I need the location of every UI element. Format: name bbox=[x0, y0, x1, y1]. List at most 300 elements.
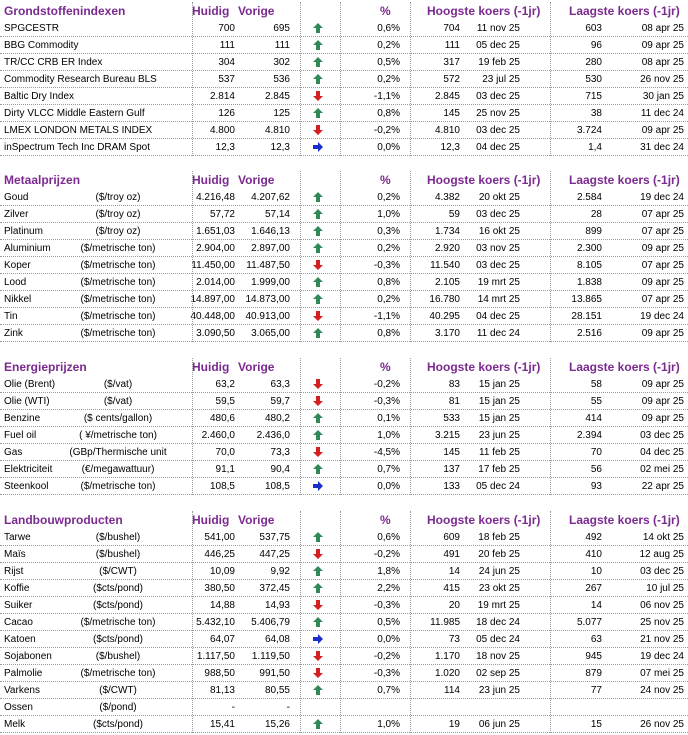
value-current: 4.216,48 bbox=[196, 192, 235, 203]
column-divider bbox=[550, 511, 551, 733]
table-row bbox=[0, 546, 688, 563]
section-grondstoffenindexen bbox=[0, 2, 688, 156]
row-name: Melk bbox=[4, 719, 26, 730]
date-year-low: 09 apr 25 bbox=[641, 413, 684, 424]
arrow-down-icon bbox=[310, 308, 326, 325]
value-year-high: 415 bbox=[443, 583, 460, 594]
row-unit: ($cts/pond) bbox=[92, 600, 144, 611]
value-current: 59,5 bbox=[215, 396, 235, 407]
section-title: Energieprijzen bbox=[4, 360, 87, 374]
column-header-low: Laagste koers (-1jr) bbox=[569, 4, 680, 18]
date-year-high: 04 dec 25 bbox=[476, 311, 520, 322]
value-pct-change: 1,0% bbox=[377, 719, 400, 730]
value-year-low: 77 bbox=[590, 685, 602, 696]
row-name: Olie (Brent) bbox=[4, 379, 56, 390]
value-year-high: 114 bbox=[444, 685, 460, 696]
row-unit: (€/megawattuur) bbox=[81, 464, 155, 475]
table-row bbox=[0, 206, 688, 223]
value-year-high: 609 bbox=[443, 532, 460, 543]
value-current: 700 bbox=[218, 23, 235, 34]
table-row bbox=[0, 427, 688, 444]
date-year-low: 03 dec 25 bbox=[640, 430, 684, 441]
row-name: Tin bbox=[4, 311, 18, 322]
value-year-low: 56 bbox=[590, 464, 602, 475]
date-year-high: 15 jan 25 bbox=[478, 413, 520, 424]
row-unit: ($/vat) bbox=[103, 379, 133, 390]
value-year-low: 879 bbox=[585, 668, 602, 679]
value-year-high: 2.920 bbox=[434, 243, 460, 254]
value-current: 126 bbox=[218, 108, 235, 119]
table-row bbox=[0, 699, 688, 716]
arrow-up-icon bbox=[310, 716, 326, 733]
column-divider bbox=[410, 358, 411, 495]
value-year-low: 2.584 bbox=[576, 192, 602, 203]
row-name: Platinum bbox=[4, 226, 43, 237]
row-unit: ($/metrische ton) bbox=[80, 294, 156, 305]
value-previous: 4.207,62 bbox=[251, 192, 290, 203]
date-year-high: 05 dec 25 bbox=[476, 40, 520, 51]
column-divider bbox=[550, 171, 551, 342]
table-row bbox=[0, 223, 688, 240]
table-row bbox=[0, 139, 688, 156]
value-year-high: 1.020 bbox=[434, 668, 460, 679]
date-year-low: 21 nov 25 bbox=[640, 634, 684, 645]
value-pct-change: -0,3% bbox=[373, 600, 400, 611]
table-row bbox=[0, 478, 688, 495]
arrow-up-icon bbox=[310, 461, 326, 478]
arrow-up-icon bbox=[310, 529, 326, 546]
value-year-low: 2.394 bbox=[576, 430, 602, 441]
row-name: inSpectrum Tech Inc DRAM Spot bbox=[4, 142, 150, 153]
row-name: Rijst bbox=[4, 566, 24, 577]
arrow-down-icon bbox=[310, 597, 326, 614]
value-year-low: 96 bbox=[590, 40, 602, 51]
arrow-up-icon bbox=[310, 105, 326, 122]
section-metaalprijzen bbox=[0, 171, 688, 342]
value-year-high: 3.215 bbox=[434, 430, 460, 441]
value-current: 2.904,00 bbox=[196, 243, 235, 254]
row-unit: ($/bushel) bbox=[95, 651, 141, 662]
value-pct-change: 0,0% bbox=[377, 634, 400, 645]
value-previous: 1.119,50 bbox=[251, 651, 290, 662]
date-year-high: 18 dec 24 bbox=[476, 617, 520, 628]
value-year-high: 73 bbox=[448, 634, 460, 645]
column-header-pct: % bbox=[380, 173, 391, 187]
table-row bbox=[0, 88, 688, 105]
value-pct-change: 0,6% bbox=[377, 532, 400, 543]
value-pct-change: 0,2% bbox=[377, 192, 400, 203]
value-year-low: 28.151 bbox=[571, 311, 602, 322]
arrow-right-icon bbox=[310, 699, 326, 716]
value-current: 3.090,50 bbox=[196, 328, 235, 339]
arrow-up-icon bbox=[310, 410, 326, 427]
value-year-high: 81 bbox=[448, 396, 460, 407]
date-year-high: 23 jun 25 bbox=[478, 430, 520, 441]
section-title: Landbouwproducten bbox=[4, 513, 123, 527]
date-year-low: 08 apr 25 bbox=[641, 23, 684, 34]
value-current: 10,09 bbox=[209, 566, 235, 577]
date-year-low: 09 apr 25 bbox=[641, 243, 684, 254]
value-year-low: 492 bbox=[585, 532, 602, 543]
column-header-low: Laagste koers (-1jr) bbox=[569, 360, 680, 374]
section-title: Grondstoffenindexen bbox=[4, 4, 126, 18]
table-row bbox=[0, 665, 688, 682]
table-row bbox=[0, 376, 688, 393]
arrow-up-icon bbox=[310, 291, 326, 308]
arrow-right-icon bbox=[310, 139, 326, 156]
date-year-low: 09 apr 25 bbox=[641, 125, 684, 136]
value-year-low: 14 bbox=[590, 600, 602, 611]
arrow-up-icon bbox=[310, 223, 326, 240]
row-name: Ossen bbox=[4, 702, 33, 713]
date-year-high: 14 mrt 25 bbox=[477, 294, 520, 305]
table-row bbox=[0, 716, 688, 733]
date-year-high: 20 okt 25 bbox=[478, 192, 520, 203]
value-year-low: 267 bbox=[585, 583, 602, 594]
value-year-high: 317 bbox=[443, 57, 460, 68]
value-previous: 15,26 bbox=[264, 719, 290, 730]
value-pct-change: 0,1% bbox=[377, 413, 400, 424]
arrow-up-icon bbox=[310, 580, 326, 597]
value-previous: 73,3 bbox=[270, 447, 290, 458]
column-header-previous: Vorige bbox=[238, 4, 275, 18]
date-year-high: 02 sep 25 bbox=[476, 668, 520, 679]
value-year-high: 704 bbox=[443, 23, 460, 34]
value-pct-change: 0,8% bbox=[377, 108, 400, 119]
arrow-up-icon bbox=[310, 274, 326, 291]
column-divider bbox=[300, 171, 301, 342]
column-divider bbox=[192, 171, 193, 342]
row-name: Koper bbox=[4, 260, 31, 271]
arrow-up-icon bbox=[310, 54, 326, 71]
value-year-low: 63 bbox=[590, 634, 602, 645]
table-row bbox=[0, 682, 688, 699]
row-name: BBG Commodity bbox=[4, 40, 79, 51]
date-year-high: 19 mrt 25 bbox=[477, 600, 520, 611]
value-current: 1.651,03 bbox=[196, 226, 235, 237]
value-year-high: 145 bbox=[443, 108, 460, 119]
value-year-low: 55 bbox=[590, 396, 602, 407]
column-header-pct: % bbox=[380, 4, 391, 18]
date-year-high: 04 dec 25 bbox=[476, 142, 520, 153]
row-name: Elektriciteit bbox=[4, 464, 53, 475]
value-current: 63,2 bbox=[215, 379, 235, 390]
value-year-low: 93 bbox=[590, 481, 602, 492]
value-year-low: 8.105 bbox=[576, 260, 602, 271]
value-pct-change: 0,2% bbox=[377, 74, 400, 85]
table-row bbox=[0, 529, 688, 546]
value-current: 81,13 bbox=[209, 685, 235, 696]
value-year-high: 145 bbox=[443, 447, 460, 458]
value-current: 64,07 bbox=[209, 634, 235, 645]
value-pct-change: 1,0% bbox=[377, 209, 400, 220]
value-previous: 2.897,00 bbox=[251, 243, 290, 254]
table-row bbox=[0, 105, 688, 122]
value-current: 14.897,00 bbox=[190, 294, 235, 305]
value-pct-change: 0,7% bbox=[377, 685, 400, 696]
date-year-high: 05 dec 24 bbox=[476, 481, 520, 492]
date-year-low: 09 apr 25 bbox=[641, 277, 684, 288]
column-header-current: Huidig bbox=[192, 360, 230, 374]
row-unit: ($/bushel) bbox=[95, 549, 141, 560]
value-year-low: 899 bbox=[585, 226, 602, 237]
row-unit: ($/metrische ton) bbox=[80, 617, 156, 628]
value-previous: 447,25 bbox=[259, 549, 290, 560]
value-year-low: 38 bbox=[590, 108, 602, 119]
date-year-low: 26 nov 25 bbox=[640, 74, 684, 85]
table-row bbox=[0, 325, 688, 342]
date-year-low: 07 apr 25 bbox=[641, 294, 684, 305]
table-row bbox=[0, 291, 688, 308]
table-row bbox=[0, 410, 688, 427]
row-name: Benzine bbox=[4, 413, 41, 424]
date-year-low: 14 okt 25 bbox=[642, 532, 684, 543]
date-year-low: 09 apr 25 bbox=[641, 379, 684, 390]
value-previous: 9,92 bbox=[270, 566, 290, 577]
column-divider bbox=[410, 171, 411, 342]
value-previous: 11.487,50 bbox=[246, 260, 290, 271]
date-year-low: 07 mei 25 bbox=[640, 668, 684, 679]
date-year-low: 07 apr 25 bbox=[641, 209, 684, 220]
value-pct-change: 0,2% bbox=[377, 243, 400, 254]
row-unit: ($/troy oz) bbox=[95, 226, 141, 237]
row-name: Gas bbox=[4, 447, 23, 458]
section-energieprijzen bbox=[0, 358, 688, 495]
value-previous: 80,55 bbox=[264, 685, 290, 696]
value-year-high: 11.540 bbox=[430, 260, 460, 271]
value-year-low: 410 bbox=[585, 549, 602, 560]
row-unit: ($/metrische ton) bbox=[80, 311, 156, 322]
arrow-down-icon bbox=[310, 648, 326, 665]
value-previous: - bbox=[286, 702, 290, 713]
row-name: Aluminium bbox=[4, 243, 51, 254]
row-name: Zink bbox=[4, 328, 23, 339]
value-current: 15,41 bbox=[209, 719, 235, 730]
row-name: LMEX LONDON METALS INDEX bbox=[4, 125, 153, 136]
date-year-low: 07 apr 25 bbox=[641, 226, 684, 237]
date-year-high: 23 okt 25 bbox=[478, 583, 520, 594]
value-year-high: 111 bbox=[444, 40, 460, 51]
value-previous: 2.436,0 bbox=[256, 430, 290, 441]
date-year-low: 02 mei 25 bbox=[640, 464, 684, 475]
column-divider bbox=[340, 2, 341, 156]
arrow-down-icon bbox=[310, 546, 326, 563]
date-year-low: 19 dec 24 bbox=[640, 651, 684, 662]
value-year-low: 530 bbox=[585, 74, 602, 85]
table-row bbox=[0, 631, 688, 648]
value-year-low: 70 bbox=[590, 447, 602, 458]
date-year-low: 07 apr 25 bbox=[641, 260, 684, 271]
date-year-high: 19 mrt 25 bbox=[477, 277, 520, 288]
row-name: Olie (WTI) bbox=[4, 396, 50, 407]
row-name: Lood bbox=[4, 277, 27, 288]
value-current: 108,5 bbox=[209, 481, 235, 492]
date-year-low: 12 aug 25 bbox=[639, 549, 684, 560]
value-current: 5.432,10 bbox=[196, 617, 235, 628]
section-header bbox=[0, 171, 688, 189]
value-year-high: 133 bbox=[443, 481, 460, 492]
arrow-down-icon bbox=[310, 376, 326, 393]
value-previous: 480,2 bbox=[264, 413, 290, 424]
date-year-high: 24 jun 25 bbox=[478, 566, 520, 577]
value-previous: 57,14 bbox=[264, 209, 290, 220]
arrow-down-icon bbox=[310, 393, 326, 410]
value-year-low: 2.300 bbox=[576, 243, 602, 254]
date-year-low: 22 apr 25 bbox=[641, 481, 684, 492]
date-year-high: 03 dec 25 bbox=[476, 209, 520, 220]
value-pct-change: 0,8% bbox=[377, 328, 400, 339]
column-header-low: Laagste koers (-1jr) bbox=[569, 513, 680, 527]
date-year-high: 17 feb 25 bbox=[478, 464, 520, 475]
row-name: Fuel oil bbox=[4, 430, 37, 441]
date-year-low: 06 nov 25 bbox=[640, 600, 684, 611]
value-current: 91,1 bbox=[215, 464, 235, 475]
row-unit: ($/metrische ton) bbox=[80, 260, 156, 271]
table-row bbox=[0, 461, 688, 478]
column-header-low: Laagste koers (-1jr) bbox=[569, 173, 680, 187]
date-year-low: 09 apr 25 bbox=[641, 328, 684, 339]
date-year-high: 11 feb 25 bbox=[479, 447, 520, 458]
date-year-high: 16 okt 25 bbox=[478, 226, 520, 237]
row-unit: ($cts/pond) bbox=[92, 719, 144, 730]
section-header bbox=[0, 511, 688, 529]
value-year-high: 20 bbox=[448, 600, 460, 611]
table-row bbox=[0, 54, 688, 71]
value-pct-change: 2,2% bbox=[377, 583, 400, 594]
value-year-low: 715 bbox=[585, 91, 602, 102]
row-unit: ($/CWT) bbox=[99, 566, 137, 577]
value-year-high: 137 bbox=[443, 464, 460, 475]
value-year-high: 491 bbox=[443, 549, 460, 560]
date-year-low: 19 dec 24 bbox=[640, 311, 684, 322]
date-year-low: 31 dec 24 bbox=[640, 142, 684, 153]
value-previous: 108,5 bbox=[264, 481, 290, 492]
value-pct-change: -0,2% bbox=[373, 549, 400, 560]
value-year-low: 2.516 bbox=[576, 328, 602, 339]
value-previous: 991,50 bbox=[259, 668, 290, 679]
value-pct-change: -1,1% bbox=[373, 311, 400, 322]
arrow-down-icon bbox=[310, 88, 326, 105]
value-current: 304 bbox=[218, 57, 235, 68]
table-row bbox=[0, 37, 688, 54]
value-year-low: 603 bbox=[585, 23, 602, 34]
value-year-high: 3.170 bbox=[434, 328, 460, 339]
value-year-high: 16.780 bbox=[429, 294, 460, 305]
value-pct-change: -4,5% bbox=[373, 447, 400, 458]
value-year-low: 15 bbox=[590, 719, 602, 730]
row-unit: ($/metrische ton) bbox=[80, 328, 156, 339]
column-divider bbox=[300, 511, 301, 733]
date-year-low: 19 dec 24 bbox=[640, 192, 684, 203]
value-pct-change: -0,3% bbox=[373, 260, 400, 271]
column-header-previous: Vorige bbox=[238, 360, 275, 374]
value-year-low: 945 bbox=[585, 651, 602, 662]
value-year-high: 1.734 bbox=[434, 226, 460, 237]
value-year-high: 4.382 bbox=[434, 192, 460, 203]
value-previous: 372,45 bbox=[259, 583, 290, 594]
value-year-low: 58 bbox=[590, 379, 602, 390]
table-row bbox=[0, 240, 688, 257]
value-previous: 302 bbox=[273, 57, 290, 68]
arrow-up-icon bbox=[310, 614, 326, 631]
value-year-high: 40.295 bbox=[429, 311, 460, 322]
value-previous: 12,3 bbox=[270, 142, 290, 153]
value-year-high: 11.985 bbox=[430, 617, 460, 628]
row-name: Varkens bbox=[4, 685, 40, 696]
date-year-high: 18 feb 25 bbox=[478, 532, 520, 543]
column-header-previous: Vorige bbox=[238, 513, 275, 527]
column-divider bbox=[340, 358, 341, 495]
row-unit: ($cts/pond) bbox=[92, 634, 144, 645]
row-unit: (GBp/Thermische unit bbox=[69, 447, 167, 458]
value-previous: 40.913,00 bbox=[245, 311, 290, 322]
row-name: Palmolie bbox=[4, 668, 43, 679]
date-year-low: 10 jul 25 bbox=[646, 583, 684, 594]
value-previous: 59,7 bbox=[270, 396, 290, 407]
row-name: TR/CC CRB ER Index bbox=[4, 57, 103, 68]
value-year-low: 1.838 bbox=[576, 277, 602, 288]
row-unit: ($/metrische ton) bbox=[80, 668, 156, 679]
row-name: Dirty VLCC Middle Eastern Gulf bbox=[4, 108, 145, 119]
row-name: Nikkel bbox=[4, 294, 32, 305]
value-year-low: 28 bbox=[590, 209, 602, 220]
row-name: Katoen bbox=[4, 634, 36, 645]
date-year-low: 24 nov 25 bbox=[640, 685, 684, 696]
value-year-high: 2.105 bbox=[434, 277, 460, 288]
table-row bbox=[0, 257, 688, 274]
date-year-high: 18 nov 25 bbox=[476, 651, 520, 662]
date-year-high: 15 jan 25 bbox=[478, 396, 520, 407]
arrow-up-icon bbox=[310, 682, 326, 699]
value-year-high: 14 bbox=[448, 566, 460, 577]
column-header-current: Huidig bbox=[192, 513, 230, 527]
table-row bbox=[0, 648, 688, 665]
row-name: Sojabonen bbox=[4, 651, 52, 662]
value-previous: 90,4 bbox=[270, 464, 290, 475]
value-current: 2.014,00 bbox=[196, 277, 235, 288]
value-current: 988,50 bbox=[204, 668, 235, 679]
value-current: 380,50 bbox=[204, 583, 235, 594]
value-previous: 3.065,00 bbox=[251, 328, 290, 339]
date-year-low: 09 apr 25 bbox=[641, 40, 684, 51]
row-name: SPGCESTR bbox=[4, 23, 60, 34]
row-unit: ($/CWT) bbox=[99, 685, 137, 696]
row-unit: ($/pond) bbox=[99, 702, 137, 713]
column-header-pct: % bbox=[380, 513, 391, 527]
arrow-up-icon bbox=[310, 37, 326, 54]
arrow-up-icon bbox=[310, 325, 326, 342]
column-divider bbox=[340, 511, 341, 733]
column-divider bbox=[300, 358, 301, 495]
row-name: Cacao bbox=[4, 617, 33, 628]
row-unit: ($/metrische ton) bbox=[80, 481, 156, 492]
column-divider bbox=[192, 2, 193, 156]
value-previous: 536 bbox=[273, 74, 290, 85]
date-year-low: 30 jan 25 bbox=[642, 91, 684, 102]
row-name: Tarwe bbox=[4, 532, 31, 543]
column-divider bbox=[300, 2, 301, 156]
value-previous: 14,93 bbox=[264, 600, 290, 611]
arrow-up-icon bbox=[310, 563, 326, 580]
column-header-high: Hoogste koers (-1jr) bbox=[427, 173, 541, 187]
arrow-down-icon bbox=[310, 444, 326, 461]
column-header-current: Huidig bbox=[192, 173, 230, 187]
row-name: Maïs bbox=[4, 549, 26, 560]
value-current: 12,3 bbox=[215, 142, 235, 153]
column-header-high: Hoogste koers (-1jr) bbox=[427, 513, 541, 527]
value-year-high: 2.845 bbox=[434, 91, 460, 102]
value-pct-change: 0,5% bbox=[377, 57, 400, 68]
